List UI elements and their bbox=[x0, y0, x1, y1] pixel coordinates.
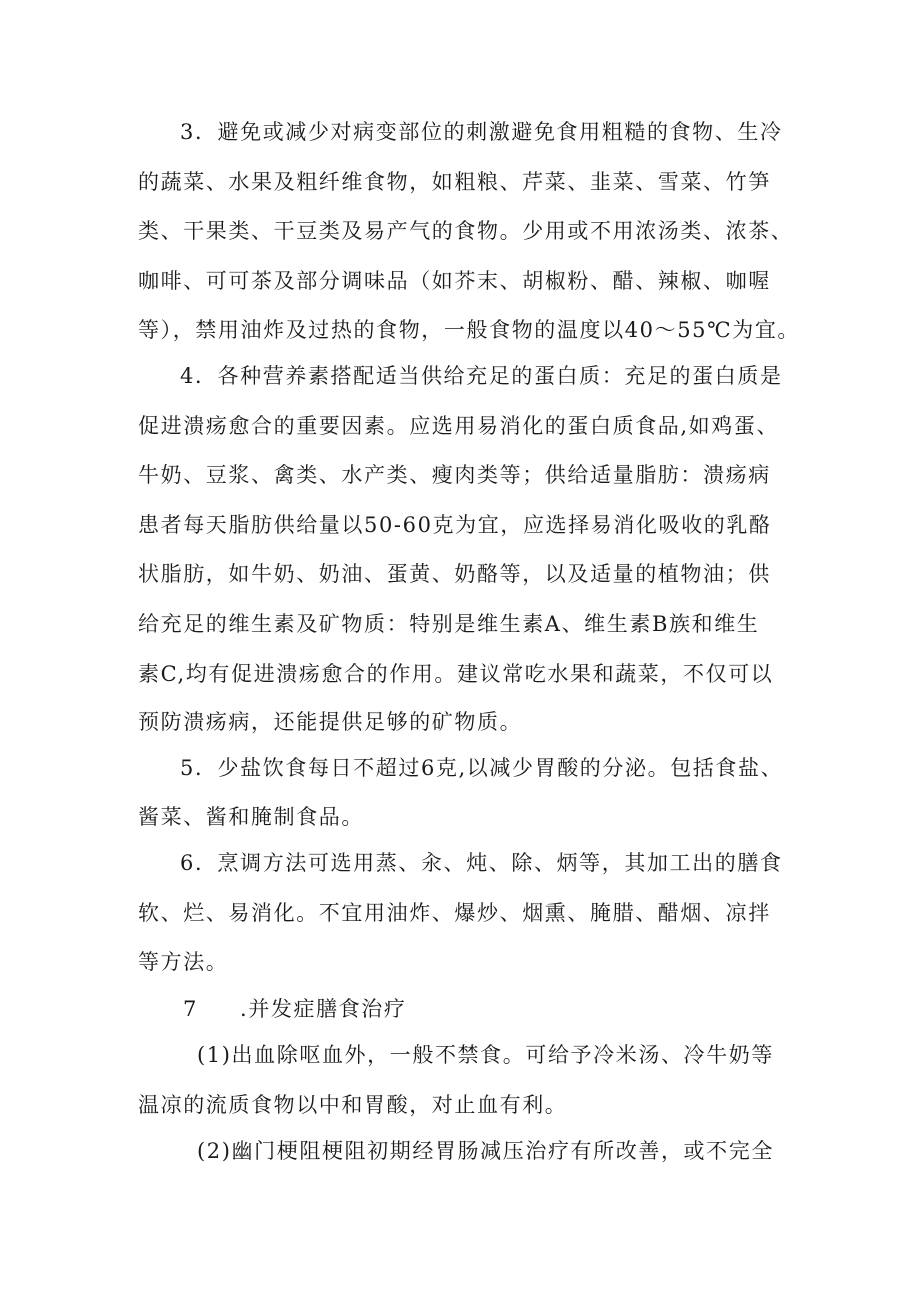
paragraph-4-line-5: 状脂肪，如牛奶、奶油、蛋黄、奶酪等，以及适量的植物油；供 bbox=[138, 562, 771, 586]
section-7-number: 7 bbox=[183, 997, 198, 1021]
paragraph-4-line-8: 预防溃疡病，还能提供足够的矿物质。 bbox=[138, 710, 523, 734]
paragraph-3-line-5: 等），禁用油炸及过热的食物，一般食物的温度以40～55℃为宜。 bbox=[138, 318, 801, 342]
paragraph-3-line-3: 类、干果类、干豆类及易产气的食物。少用或不用浓汤类、浓茶、 bbox=[138, 219, 794, 243]
paragraph-4-line-1: 4．各种营养素搭配适当供给充足的蛋白质：充足的蛋白质是 bbox=[180, 364, 783, 388]
paragraph-4-line-7: 素C,均有促进溃疡愈合的作用。建议常吃水果和蔬菜，不仅可以 bbox=[138, 662, 774, 686]
paragraph-4-line-6: 给充足的维生素及矿物质：特别是维生素A、维生素B族和维生 bbox=[138, 612, 760, 636]
paragraph-5-line-2: 酱菜、酱和腌制食品。 bbox=[138, 805, 364, 829]
paragraph-6-line-3: 等方法。 bbox=[138, 950, 229, 974]
paragraph-3-line-2: 的蔬菜、水果及粗纤维食物，如粗粮、芹菜、韭菜、雪菜、竹笋 bbox=[138, 170, 771, 194]
paragraph-3-line-4: 咖啡、可可茶及部分调味品（如芥末、胡椒粉、醋、辣椒、咖喔 bbox=[138, 269, 771, 293]
subitem-1-line-2: 温凉的流质食物以中和胃酸，对止血有利。 bbox=[138, 1093, 568, 1117]
paragraph-3-line-1: 3．避免或减少对病变部位的刺激避免食用粗糙的食物、生冷 bbox=[180, 120, 783, 144]
paragraph-4-line-2: 促进溃疡愈合的重要因素。应选用易消化的蛋白质食品,如鸡蛋、 bbox=[138, 414, 780, 438]
paragraph-6-line-1: 6．烹调方法可选用蒸、汆、炖、除、炳等，其加工出的膳食 bbox=[180, 851, 783, 875]
paragraph-6-line-2: 软、烂、易消化。不宜用油炸、爆炒、烟熏、腌腊、醋烟、凉拌 bbox=[138, 901, 771, 925]
paragraph-4-line-4: 患者每天脂肪供给量以50-60克为宜，应选择易消化吸收的乳酪 bbox=[138, 513, 772, 537]
paragraph-5-line-1: 5．少盐饮食每日不超过6克,以减少胃酸的分泌。包括食盐、 bbox=[180, 756, 784, 780]
paragraph-4-line-3: 牛奶、豆浆、禽类、水产类、瘦肉类等；供给适量脂肪：溃疡病 bbox=[138, 463, 771, 487]
subitem-1-line-1: (1)出血除呕血外，一般不禁食。可给予冷米汤、冷牛奶等 bbox=[197, 1043, 774, 1067]
subitem-2-line-1: (2)幽门梗阻梗阻初期经胃肠减压治疗有所改善，或不完全 bbox=[197, 1139, 774, 1163]
section-7-title: .并发症膳食治疗 bbox=[240, 997, 407, 1021]
